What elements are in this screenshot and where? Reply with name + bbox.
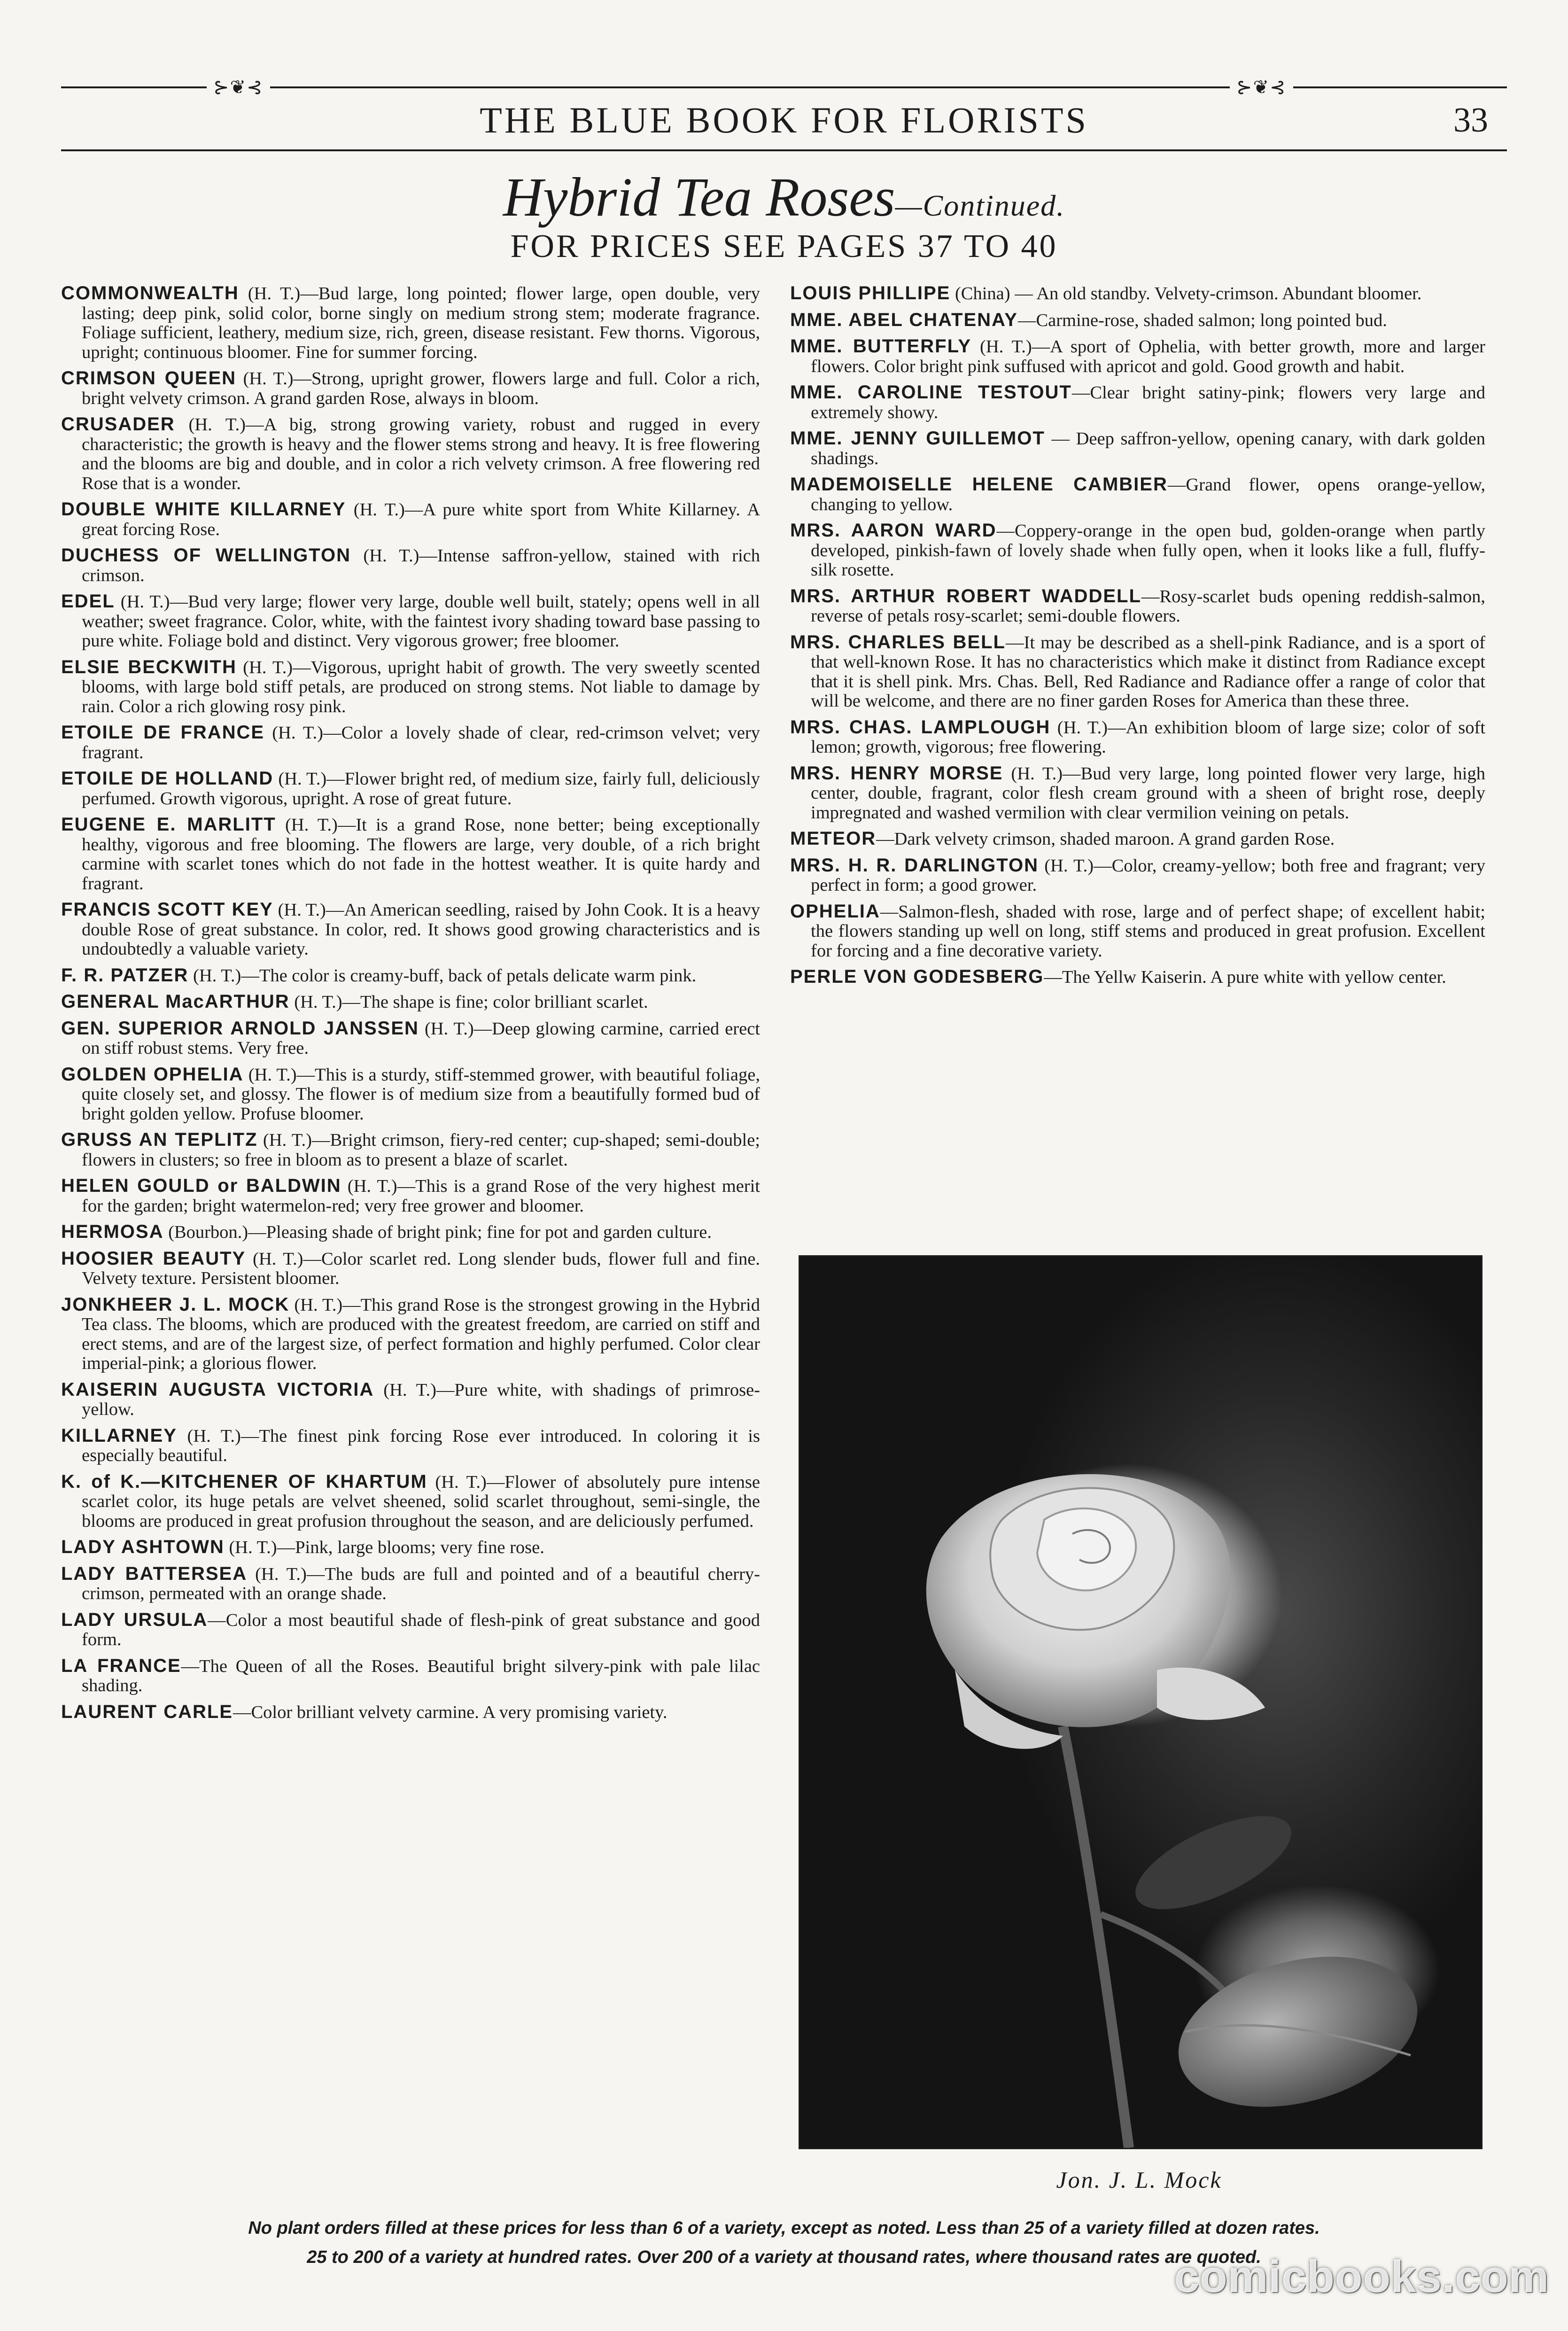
rose-description: —Grand flower, opens orange-yellow, changing to yellow.: [811, 475, 1486, 514]
rose-description: (Bourbon.)—Pleasing shade of bright pink; fine for pot and garden culture.: [163, 1222, 712, 1242]
rose-entry: [61, 1564, 760, 1604]
rose-description: (H. T.)—Color scarlet red. Long slender buds, flower full and fine. Velvety texture. Persistent bloomer.: [82, 1249, 760, 1288]
rose-name: HELEN GOULD or BALDWIN: [61, 1175, 342, 1196]
price-note: FOR PRICES SEE PAGES 37 TO 40: [510, 228, 1058, 264]
rose-description: —Dark velvety crimson, shaded maroon. A grand garden Rose.: [876, 829, 1335, 849]
rose-name: EDEL: [61, 591, 115, 612]
rose-name: KILLARNEY: [61, 1425, 177, 1446]
rose-description: (H. T.)—The finest pink forcing Rose ever introduced. In coloring it is especially beautiful.: [82, 1426, 760, 1465]
rose-entry: [61, 992, 760, 1012]
rose-name: ELSIE BECKWITH: [61, 656, 237, 677]
page-number: 33: [1453, 101, 1488, 140]
rose-entry: [61, 1610, 760, 1650]
rose-entry: [790, 587, 1485, 626]
rose-entry: [61, 1222, 760, 1243]
rose-entry: [61, 815, 760, 894]
rose-entry: [790, 383, 1485, 422]
rose-description: —Clear bright satiny-pink; flowers very large and extremely showy.: [811, 383, 1485, 422]
rose-name: MME. BUTTERFLY: [790, 336, 972, 357]
rose-name: MME. ABEL CHATENAY: [790, 309, 1018, 330]
rose-description: —The Queen of all the Roses. Beautiful bright silvery-pink with pale lilac shading.: [82, 1656, 760, 1695]
rose-name: LAURENT CARLE: [61, 1701, 233, 1722]
rose-description: —Color brilliant velvety carmine. A very promising variety.: [233, 1702, 668, 1722]
rose-name: F. R. PATZER: [61, 964, 189, 986]
rose-entry: [790, 633, 1485, 711]
rose-entry: [61, 658, 760, 717]
rose-illustration-icon: [800, 1257, 1481, 2148]
running-head: [61, 97, 1507, 148]
rose-entry: [61, 1130, 760, 1170]
rose-name: ETOILE DE FRANCE: [61, 722, 265, 743]
rose-description: (H. T.)—Color, creamy-yellow; both free and fragrant; very perfect in form; a good grower.: [811, 855, 1485, 895]
rose-entry: [61, 1065, 760, 1124]
rose-name: DUCHESS OF WELLINGTON: [61, 545, 351, 566]
rose-entry: [790, 856, 1485, 895]
book-title: THE BLUE BOOK FOR FLORISTS: [480, 100, 1088, 140]
rose-name: JONKHEER J. L. MOCK: [61, 1294, 290, 1315]
rose-entry: [61, 500, 760, 539]
rose-name: GENERAL MacARTHUR: [61, 991, 290, 1012]
rose-name: LOUIS PHILLIPE: [790, 283, 951, 303]
rose-description: (China) — An old standby. Velvety-crimson. Abundant bloomer.: [950, 284, 1422, 303]
rose-description: (H. T.)—Bright crimson, fiery-red center; cup-shaped; semi-double; flowers in clusters; so free in bloom as to present a blaze of scarlet.: [82, 1130, 760, 1170]
rose-description: (H. T.)—Bud very large, long pointed flower very large, high center, double, fragrant, color flesh cream ground with a sheen of bright rose, deeply impregnated and washed vermilion with clear vermilion veining on petals.: [811, 763, 1485, 823]
rose-description: (H. T.)—Vigorous, upright habit of growth. The very sweetly scented blooms, with large bold stiff petals, are produced on strong stems. Not liable to damage by rain. Color a rich glowing rosy pink.: [82, 657, 761, 716]
rose-entry: [790, 718, 1485, 757]
rose-entry: [61, 1426, 760, 1466]
rose-name: KAISERIN AUGUSTA VICTORIA: [61, 1379, 374, 1400]
rose-description: (H. T.)—A pure white sport from White Killarney. A great forcing Rose.: [82, 500, 760, 539]
rose-name: ETOILE DE HOLLAND: [61, 768, 274, 789]
rose-description: —Color a most beautiful shade of flesh-pink of great substance and good form.: [82, 1610, 760, 1649]
rose-name: MRS. H. R. DARLINGTON: [790, 855, 1039, 876]
rose-name: HOOSIER BEAUTY: [61, 1248, 246, 1269]
rose-name: MME. CAROLINE TESTOUT: [790, 382, 1072, 403]
rose-name: MRS. CHARLES BELL: [790, 631, 1006, 653]
right-column: [790, 284, 1485, 994]
rose-name: LADY URSULA: [61, 1609, 208, 1630]
rose-entry: [61, 1176, 760, 1216]
rose-entry: [790, 764, 1485, 823]
rose-description: —It may be described as a shell-pink Radiance, and is a sport of that well-known Rose. It has no characteristics which make it distinct from Radiance except that it is shell pink. Mrs. Chas. Bell, Red Radiance and Radiance offer a range of color that will be welcome, and there are no finer garden Roses for America than these three.: [811, 632, 1486, 711]
rose-description: — Deep saffron-yellow, opening canary, with dark golden shadings.: [811, 429, 1486, 468]
rose-entry: [790, 521, 1485, 580]
rose-description: —Coppery-orange in the open bud, golden-orange when partly developed, pinkish-fawn of lovely shade when fully open, when it looks like a full, fluffy-silk rosette.: [811, 521, 1485, 580]
rose-entry: [61, 284, 760, 362]
rose-description: (H. T.)—This is a grand Rose of the very highest merit for the garden; bright watermelon-red; very free grower and bloomer.: [82, 1176, 760, 1216]
rose-description: (H. T.)—This is a sturdy, stiff-stemmed grower, with beautiful foliage, quite closely set, and glossy. The flower is of medium size from a beautifully formed bud of bright golden yellow. Profuse bloomer.: [82, 1064, 760, 1124]
rose-description: (H. T.)—A big, strong growing variety, robust and rugged in every characteristic; the growth is heavy and the flower stems strong and heavy. It is free flowering and the blooms are big and double, and in color a rich velvety crimson. A free flowering red Rose that is a wonder.: [82, 415, 760, 493]
rose-description: (H. T.)—Color a lovely shade of clear, red-crimson velvet; very fragrant.: [82, 723, 760, 762]
rose-name: GOLDEN OPHELIA: [61, 1064, 244, 1085]
rose-entry: [790, 429, 1485, 468]
rose-description: (H. T.)—The shape is fine; color brilliant scarlet.: [289, 992, 648, 1012]
rose-name: HERMOSA: [61, 1221, 164, 1242]
rose-name: EUGENE E. MARLITT: [61, 814, 276, 835]
rose-entry: [61, 415, 760, 493]
rose-entry: [790, 475, 1485, 514]
rose-name: MRS. AARON WARD: [790, 520, 997, 541]
rose-description: (H. T.)—A sport of Ophelia, with better growth, more and larger flowers. Color bright pink suffused with apricot and gold. Good growth and habit.: [811, 337, 1485, 376]
rose-name: METEOR: [790, 828, 877, 849]
rose-entry: [61, 900, 760, 959]
rose-entry: [61, 966, 760, 986]
section-title-text: Hybrid Tea Roses: [503, 166, 895, 228]
rose-description: (H. T.)—The buds are full and pointed and of a beautiful cherry-crimson, permeated with an orange shade.: [82, 1564, 760, 1603]
rose-description: (H. T.)—Bud large, long pointed; flower large, open double, very lasting; deep pink, solid color, borne singly on medium strong stem; moderate fragrance. Foliage sufficient, leathery, medium size, rich, green, disease resistant. Few thorns. Vigorous, upright; continuous bloomer. Fine for summer forcing.: [82, 284, 760, 362]
rose-entry: [61, 592, 760, 651]
header-rule-bottom: [61, 149, 1507, 151]
rose-entry: [61, 1295, 760, 1374]
rose-name: CRIMSON QUEEN: [61, 368, 237, 388]
rose-name: K. of K.—KITCHENER OF KHARTUM: [61, 1471, 427, 1492]
rose-name: GRUSS AN TEPLITZ: [61, 1129, 258, 1150]
rose-description: —Carmine-rose, shaded salmon; long pointed bud.: [1017, 310, 1387, 330]
rose-entry: [61, 1249, 760, 1289]
rose-description: —Salmon-flesh, shaded with rose, large and of perfect shape; of excellent habit; the flowers standing up well on long, stiff stems and produced in great profusion. Excellent for forcing and a fine decorative variety.: [811, 901, 1485, 961]
rose-name: MRS. ARTHUR ROBERT WADDELL: [790, 585, 1141, 606]
rose-entry: [61, 1472, 760, 1531]
rose-entry: [790, 311, 1485, 331]
rose-description: (H. T.)—Flower of absolutely pure intense scarlet color, its huge petals are velvet sheened, solid scarlet throughout, semi-single, the blooms are produced in great profusion throughout the season, and are deliciously perfumed.: [82, 1472, 761, 1531]
rose-description: (H. T.)—Pure white, with shadings of primrose-yellow.: [82, 1380, 760, 1419]
rose-description: (H. T.)—Bud very large; flower very large, double well built, stately; opens well in all weather; sweet fragrance. Color, white, with the faintest ivory shading toward base passing to pure white. Foliage bold and distinct. Very vigorous grower; free bloomer.: [82, 592, 760, 651]
rose-entry: [790, 967, 1485, 987]
rose-name: MADEMOISELLE HELENE CAMBIER: [790, 474, 1168, 495]
rose-name: COMMONWEALTH: [61, 283, 239, 303]
rose-name: MRS. HENRY MORSE: [790, 762, 1003, 784]
rose-description: (H. T.)—An American seedling, raised by John Cook. It is a heavy double Rose of great substance. In color, red. It shows good growing characteristics and is undoubtedly a valuable variety.: [82, 900, 760, 959]
section-title-continued: —Continued.: [895, 189, 1065, 222]
rose-entry: [61, 1538, 760, 1558]
rose-description: (H. T.)—Pink, large blooms; very fine rose.: [224, 1538, 544, 1557]
rose-name: MRS. CHAS. LAMPLOUGH: [790, 716, 1051, 738]
rose-entry: [790, 337, 1485, 376]
photo-caption: Jon. J. L. Mock: [1056, 2167, 1222, 2193]
rose-entry: [61, 1656, 760, 1696]
rose-description: —Rosy-scarlet buds opening reddish-salmon, reverse of petals rosy-scarlet; semi-double flowers.: [811, 586, 1485, 626]
rose-entry: [790, 829, 1485, 849]
footer-line-2: 25 to 200 of a variety at hundred rates. Over 200 of a variety at thousand rates, where thousand rates are quoted.: [307, 2247, 1261, 2267]
rose-name: PERLE VON GODESBERG: [790, 966, 1044, 987]
rose-entry: [61, 546, 760, 585]
left-column: [61, 284, 760, 1729]
rose-name: DOUBLE WHITE KILLARNEY: [61, 499, 346, 520]
rose-name: LA FRANCE: [61, 1655, 181, 1676]
rose-description: (H. T.)—This grand Rose is the strongest growing in the Hybrid Tea class. The blooms, which are produced with the greatest freedom, are carried on stiff and erect stems, and are of the largest size, of perfect formation and highly perfumed. Color clear imperial-pink; a glorious flower.: [82, 1295, 761, 1373]
rose-name: CRUSADER: [61, 414, 175, 435]
rose-name: GEN. SUPERIOR ARNOLD JANSSEN: [61, 1018, 419, 1039]
rose-name: MME. JENNY GUILLEMOT: [790, 428, 1045, 449]
rose-photo: [799, 1255, 1483, 2149]
rose-name: FRANCIS SCOTT KEY: [61, 899, 273, 920]
rose-description: (H. T.)—The color is creamy-buff, back of petals delicate warm pink.: [188, 965, 697, 986]
rose-description: —The Yellw Kaiserin. A pure white with yellow center.: [1044, 967, 1446, 987]
ornament-left-icon: ⊱❦⊰: [207, 76, 270, 99]
rose-description: (H. T.)—Strong, upright grower, flowers large and full. Color a rich, bright velvety crimson. A grand garden Rose, always in bloom.: [82, 369, 760, 408]
rose-entry: [61, 1019, 760, 1058]
ornament-right-icon: ⊱❦⊰: [1230, 76, 1293, 99]
rose-description: (H. T.)—An exhibition bloom of large size; color of soft lemon; growth, vigorous; free flowering.: [811, 717, 1485, 757]
rose-entry: [790, 902, 1485, 961]
rose-description: (H. T.)—Deep glowing carmine, carried erect on stiff robust stems. Very free.: [82, 1018, 760, 1058]
rose-entry: [61, 1702, 760, 1723]
rose-description: (H. T.)—Flower bright red, of medium size, fairly full, deliciously perfumed. Growth vigorous, upright. A rose of great future.: [82, 769, 760, 808]
rose-entry: [61, 1380, 760, 1420]
watermark-logo: comicbooks.com: [1174, 2252, 1549, 2302]
rose-name: LADY ASHTOWN: [61, 1537, 225, 1557]
rose-entry: [61, 723, 760, 762]
rose-description: (H. T.)—It is a grand Rose, none better; being exceptionally healthy, vigorous and free blooming. The flowers are large, very double, of a rich bright carmine with scarlet tones which do not fade in the hottest weather. It is quite hardy and fragrant.: [82, 815, 761, 894]
footer-line-1: No plant orders filled at these prices for less than 6 of a variety, except as noted. Less than 25 of a variety filled at dozen rates.: [248, 2218, 1320, 2238]
rose-description: (H. T.)—Intense saffron-yellow, stained with rich crimson.: [82, 546, 760, 585]
rose-name: OPHELIA: [790, 901, 880, 922]
rose-entry: [61, 369, 760, 408]
rose-name: LADY BATTERSEA: [61, 1563, 248, 1584]
rose-entry: [790, 284, 1485, 304]
rose-entry: [61, 769, 760, 808]
